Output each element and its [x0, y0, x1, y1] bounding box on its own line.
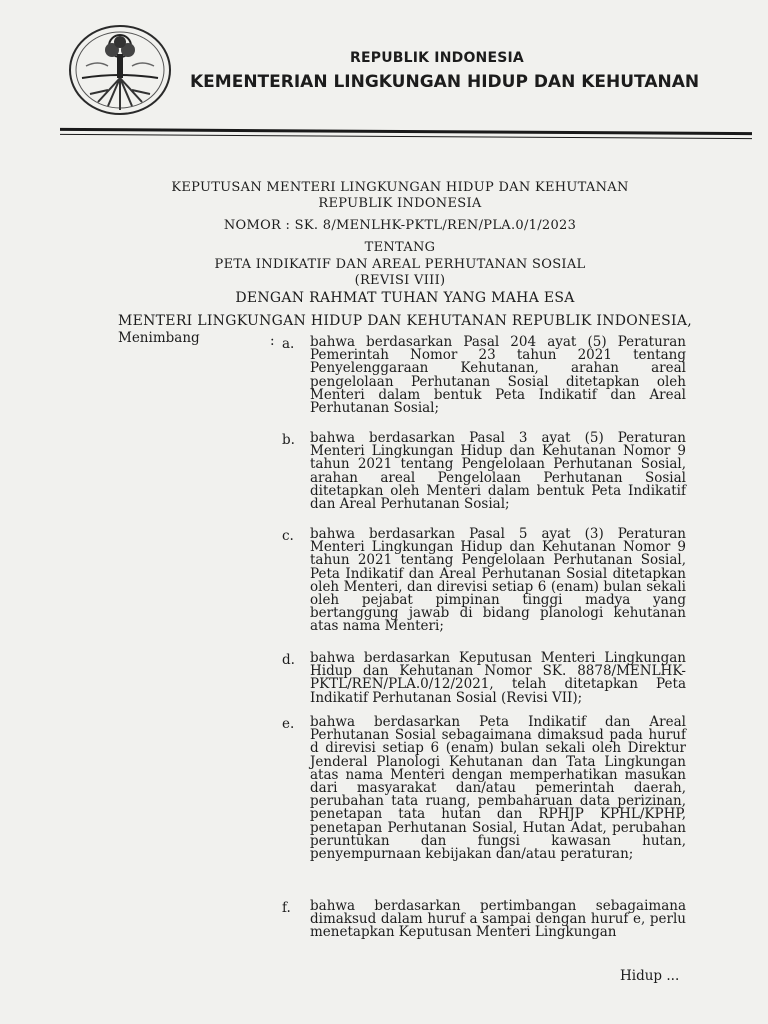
decree-tentang: TENTANG [364, 240, 436, 255]
item-text: bahwa berdasarkan Keputusan Menteri Lingkungan Hidup dan Kehutanan Nomor SK. 8878/MENLHK-PKTL/REN/PLA.0/12/2021, telah ditetapkan Peta Indikatif Perhutanan Sosial (Revisi VII); [310, 650, 686, 706]
decree-title-line2: REPUBLIK INDONESIA [318, 196, 482, 211]
item-letter: e. [282, 716, 295, 732]
item-text: bahwa berdasarkan pertimbangan sebagaimana dimaksud dalam huruf a sampai dengan huruf e, perlu menetapkan Keputusan Menteri Lingkungan [310, 898, 686, 941]
item-letter: c. [282, 528, 294, 544]
letterhead-republic: REPUBLIK INDONESIA [350, 50, 524, 66]
decree-title-line1: KEPUTUSAN MENTERI LINGKUNGAN HIDUP DAN KEHUTANAN [171, 180, 629, 195]
decree-subject-line1: PETA INDIKATIF DAN AREAL PERHUTANAN SOSIAL [214, 257, 586, 272]
item-letter: d. [282, 652, 295, 668]
item-letter: a. [282, 336, 295, 352]
letterhead-ministry: KEMENTERIAN LINGKUNGAN HIDUP DAN KEHUTANAN [190, 72, 700, 92]
decree-minister: MENTERI LINGKUNGAN HIDUP DAN KEHUTANAN REPUBLIK INDONESIA, [117, 313, 693, 329]
decree-blessing: DENGAN RAHMAT TUHAN YANG MAHA ESA [235, 290, 575, 306]
letterhead-rule-thin [60, 134, 752, 139]
item-letter: f. [282, 900, 291, 916]
decree-number: NOMOR : SK. 8/MENLHK-PKTL/REN/PLA.0/1/2023 [223, 218, 577, 233]
item-letter: b. [282, 432, 295, 448]
item-text: bahwa berdasarkan Pasal 5 ayat (3) Peraturan Menteri Lingkungan Hidup dan Kehutanan Nomor 9 tahun 2021 tentang Pengelolaan Perhutanan Sosial, Peta Indikatif dan Areal Perhutanan Sosial ditetapkan oleh Menteri, dan direvisi setiap 6 (enam) bulan sekali oleh pejabat pimpinan tinggi madya yang bertanggung jawab di bidang planologi kehutanan atas nama Menteri; [310, 526, 686, 635]
considering-label: Menimbang [118, 330, 200, 346]
decree-subject-line2: (REVISI VIII) [354, 273, 446, 288]
ministry-emblem-icon [68, 24, 172, 116]
item-text: bahwa berdasarkan Pasal 3 ayat (5) Peraturan Menteri Lingkungan Hidup dan Kehutanan Nomor 9 tahun 2021 tentang Pengelolaan Perhutanan Sosial, arahan areal Pengelolaan Perhutanan Sosial ditetapkan oleh Menteri dalam bentuk Peta Indikatif dan Areal Perhutanan Sosial; [310, 430, 686, 513]
item-text: bahwa berdasarkan Pasal 204 ayat (5) Peraturan Pemerintah Nomor 23 tahun 2021 tentang Penyelenggaraan Kehutanan, arahan areal pengelolaan Perhutanan Sosial ditetapkan oleh Menteri dalam bentuk Peta Indikatif dan Areal Perhutanan Sosial; [310, 334, 686, 417]
page-continuation: Hidup ... [620, 968, 680, 984]
item-text: bahwa berdasarkan Peta Indikatif dan Areal Perhutanan Sosial sebagaimana dimaksud pada huruf d direvisi setiap 6 (enam) bulan sekali oleh Direktur Jenderal Planologi Kehutanan dan Tata Lingkungan atas nama Menteri dengan memperhatikan masukan dari masyarakat dan/atau pemerintah daerah, perubahan tata ruang, pembaharuan data perizinan, penetapan tata hutan dan RPHJP KPHL/KPHP, penetapan Perhutanan Sosial, Hutan Adat, perubahan peruntukan dan fungsi kawasan hutan, penyempurnaan kebijakan dan/atau peraturan; [310, 714, 686, 863]
considering-colon: : [270, 333, 275, 349]
